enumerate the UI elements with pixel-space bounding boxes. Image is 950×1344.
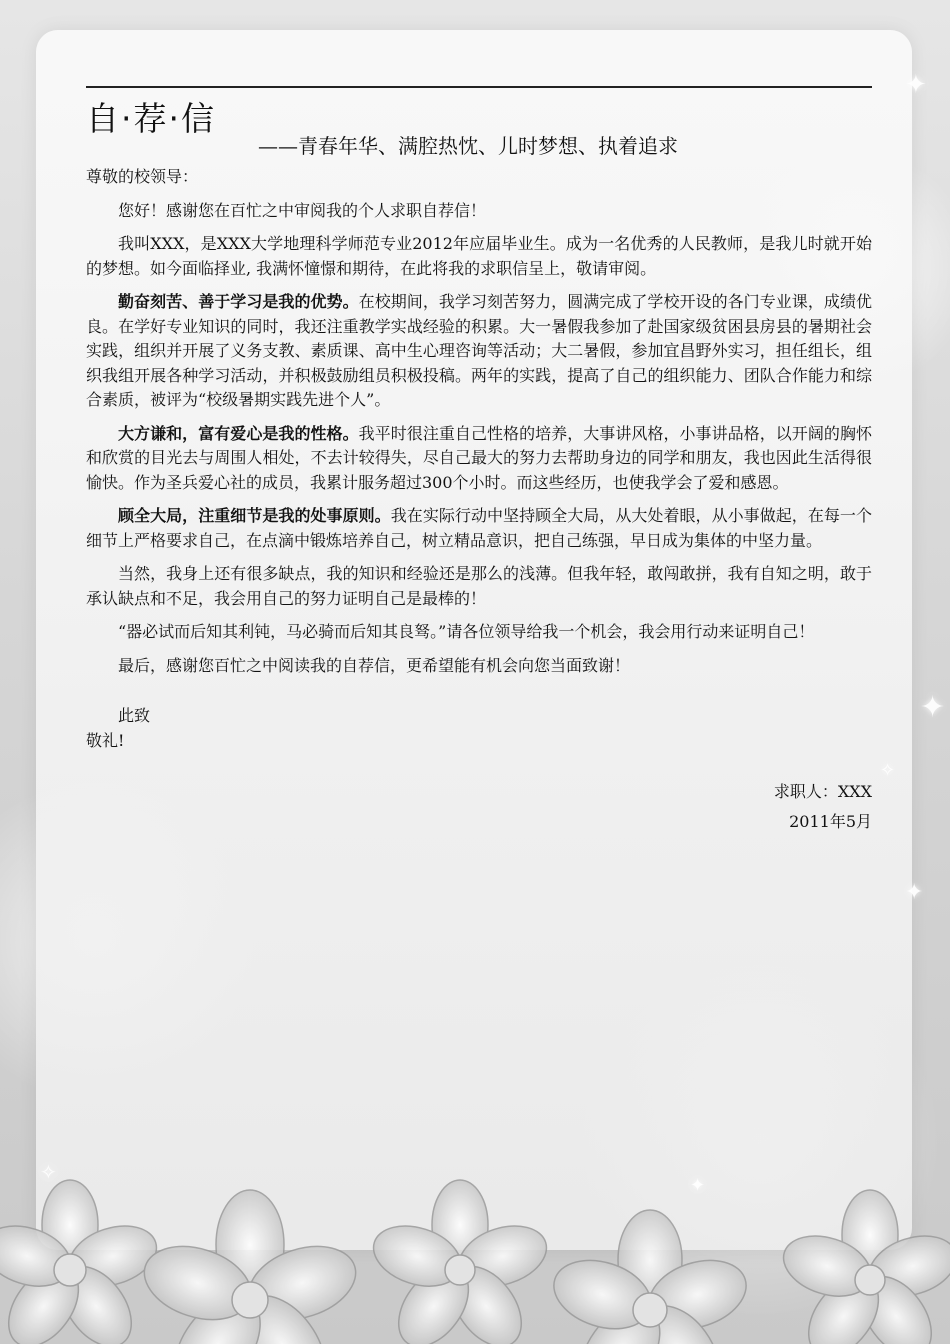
closing-line-1: 此致 — [118, 706, 151, 725]
principle-heading: 顾全大局，注重细节是我的处事原则。 — [118, 506, 391, 525]
signature: 求职人：XXX — [773, 782, 872, 801]
sparkle-icon: ✦ — [920, 690, 946, 725]
strength-heading: 勤奋刻苦、善于学习是我的优势。 — [118, 292, 359, 311]
greeting-paragraph: 您好！感谢您在百忙之中审阅我的个人求职自荐信！ — [118, 200, 487, 220]
sparkle-icon: ✦ — [905, 70, 927, 100]
date: 2011年5月 — [789, 811, 872, 831]
sparkle-icon: ✦ — [690, 1175, 706, 1196]
quote-paragraph: “器必试而后知其利钝，马必骑而后知其良驽。”请各位领导给我一个机会，我会用行动来证明自己！ — [118, 622, 815, 641]
personality-heading: 大方谦和，富有爱心是我的性格。 — [118, 423, 359, 443]
sparkle-icon: ✦ — [905, 880, 924, 905]
letter-body — [86, 165, 872, 834]
page-subtitle: ——青春年华、满腔热忱、儿时梦想、执着追求 — [258, 134, 678, 158]
thanks-paragraph: 最后，感谢您百忙之中阅读我的自荐信，更希望能有机会向您当面致谢！ — [118, 655, 631, 675]
principle-text: 我在实际行动中坚持顾全大局，从大处着眼，从小事做起，在每一个细节上严格要求自己，在点滴中锻炼培养自己，树立精品意识，把自己练强，早日成为集体的中坚力量。 — [86, 506, 872, 550]
closing-line-2: 敬礼! — [86, 730, 125, 750]
principle-paragraph — [86, 504, 872, 553]
flower-decoration — [0, 1150, 950, 1344]
personality-text: 我平时很注重自己性格的培养，大事讲风格，小事讲品格，以开阔的胸怀和欣赏的目光去与周围人相处，不去计较得失，尽自己最大的努力去帮助身边的同学和朋友，我也因此生活得很愉快。作为圣兵爱心社的成员，我累计服务超过300个小时。而这些经历，也使我学会了爱和感恩。 — [86, 423, 872, 492]
strength-paragraph — [86, 290, 872, 413]
top-rule — [86, 86, 872, 88]
personality-paragraph — [86, 422, 872, 496]
intro-paragraph: 我叫XXX，是XXX大学地理科学师范专业2012年应届毕业生。成为一名优秀的人民教师，是我儿时就开始的梦想。如今面临择业, 我满怀憧憬和期待，在此将我的求职信呈上，敬请审阅。 — [86, 234, 872, 278]
strength-text: 在校期间，我学习刻苦努力，圆满完成了学校开设的各门专业课，成绩优良。在学好专业知识的同时，我还注重教学实战经验的积累。大一暑假我参加了赴国家级贫困县房县的暑期社会实践，组织并开展了义务支教、素质课、高中生心理咨询等活动；大二暑假，参加宜昌野外实习，担任组长，组织我组开展各种学习活动，并积极鼓励组员积极投稿。两年的实践，提高了自己的组织能力、团队合作能力和综合素质，被评为“校级暑期实践先进个人”。 — [86, 292, 872, 409]
sparkle-icon: ✧ — [40, 1160, 57, 1184]
shortcoming-paragraph: 当然，我身上还有很多缺点，我的知识和经验还是那么的浅薄。但我年轻，敢闯敢拼，我有自知之明，敢于承认缺点和不足，我会用自己的努力证明自己是最棒的！ — [86, 564, 872, 608]
sparkle-icon: ✧ — [880, 760, 896, 781]
salutation: 尊敬的校领导： — [86, 167, 199, 186]
page-title: 自·荐·信 — [86, 99, 216, 138]
